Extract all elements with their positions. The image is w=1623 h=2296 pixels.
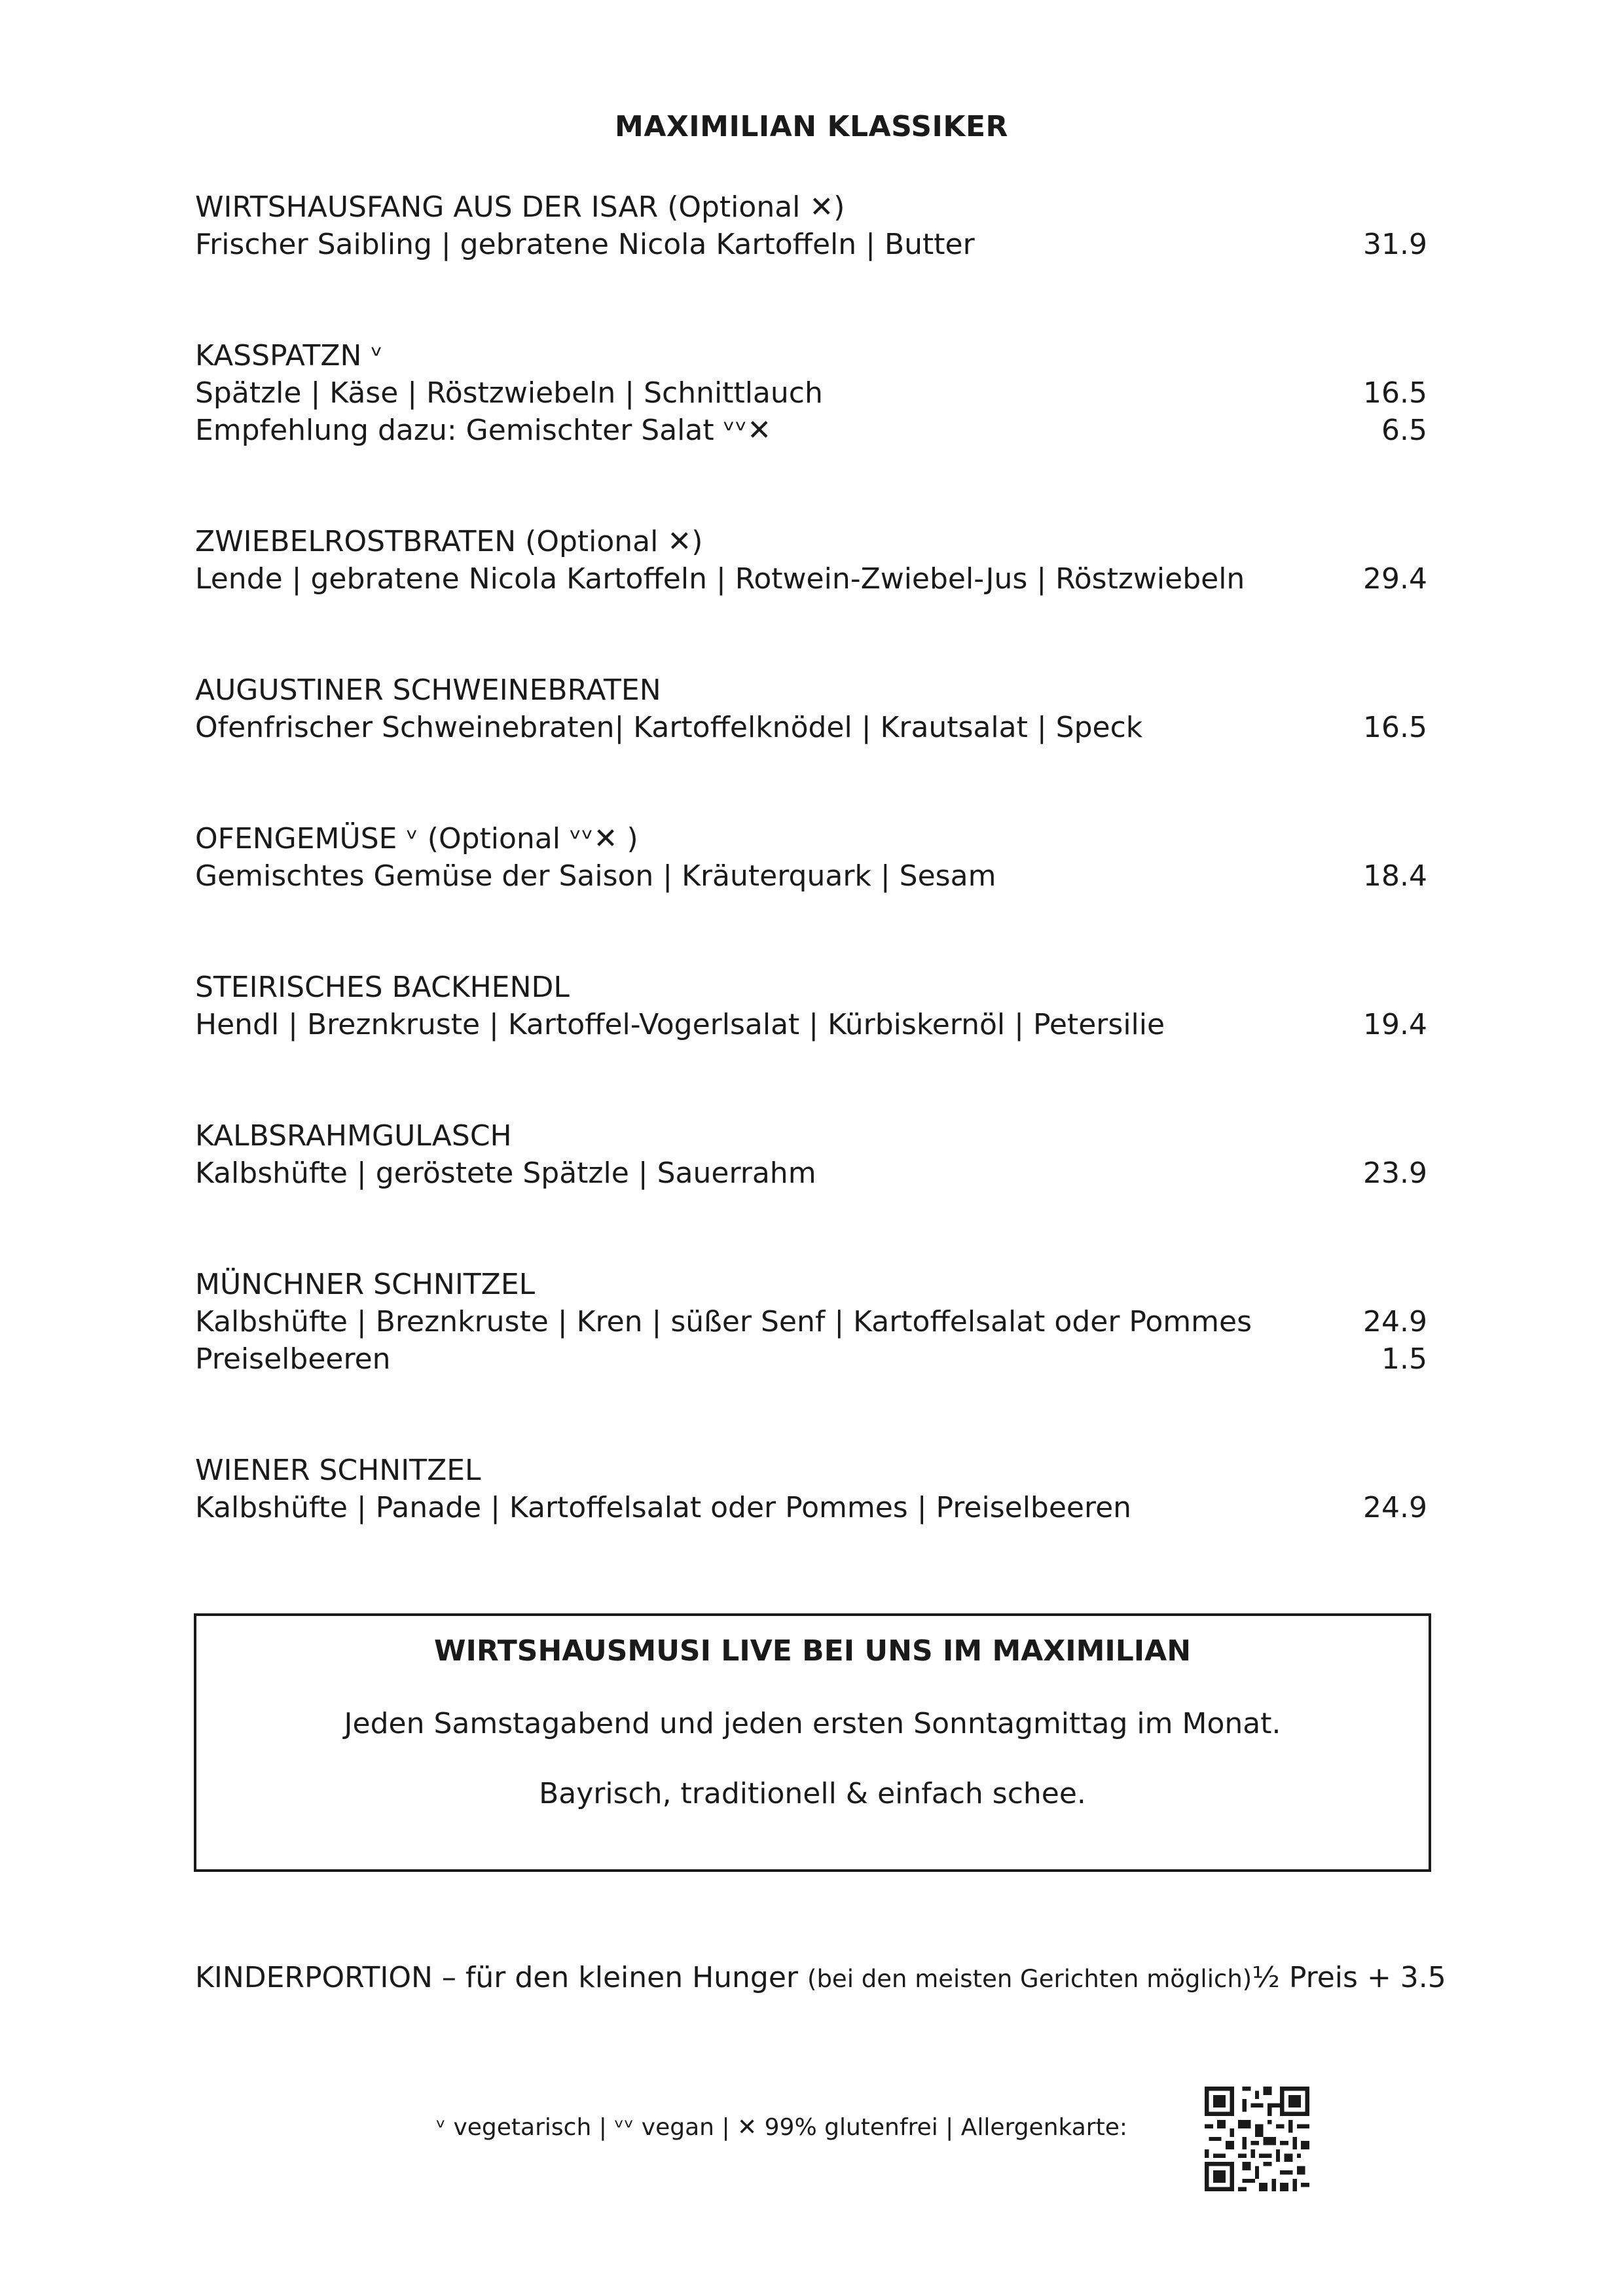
legend-separator: | xyxy=(721,2114,730,2141)
menu-item-description: Preiselbeeren xyxy=(195,1342,391,1376)
menu-item-row xyxy=(195,1303,1427,1340)
menu-item-row xyxy=(195,709,1427,746)
menu-item-row xyxy=(195,226,1427,263)
menu-item-title: KALBSRAHMGULASCH xyxy=(195,1119,512,1153)
gluten-free-icon: ✕ xyxy=(737,2114,757,2141)
kids-portion-label: KINDERPORTION – für den kleinen Hunger xyxy=(195,1961,799,1994)
menu-item-row xyxy=(195,1155,1427,1192)
live-music-tagline: Bayrisch, traditionell & einfach schee. xyxy=(539,1777,1086,1810)
menu-item-row xyxy=(195,1340,1427,1378)
menu-item-price: 29.4 xyxy=(1363,562,1427,596)
menu-item-description: Kalbshüfte | Breznkruste | Kren | süßer Senf | Kartoffelsalat oder Pommes xyxy=(195,1305,1252,1338)
menu-item-description: Kalbshüfte | Panade | Kartoffelsalat oder Pommes | Preiselbeeren xyxy=(195,1491,1132,1524)
menu-item-row xyxy=(195,412,1427,449)
menu-item-description: Hendl | Breznkruste | Kartoffel-Vogerlsalat | Kürbiskernöl | Petersilie xyxy=(195,1008,1165,1041)
menu-item-row xyxy=(195,1006,1427,1043)
menu-item xyxy=(195,188,1427,263)
menu-items xyxy=(195,188,1427,1526)
menu-item-title: STEIRISCHES BACKHENDL xyxy=(195,971,570,1004)
page-title: MAXIMILIAN KLASSIKER xyxy=(615,110,1008,143)
menu-item-description: Kalbshüfte | geröstete Spätzle | Sauerrahm xyxy=(195,1157,816,1190)
legend-gluten-free: 99% glutenfrei xyxy=(764,2114,938,2141)
menu-item-title: OFENGEMÜSE ᵛ (Optional ᵛᵛ✕ ) xyxy=(195,822,638,855)
menu-item-name xyxy=(195,820,1427,857)
menu-item-name xyxy=(195,969,1427,1006)
live-music-title: WIRTSHAUSMUSI LIVE BEI UNS IM MAXIMILIAN xyxy=(433,1634,1192,1668)
menu-item-name xyxy=(195,1452,1427,1489)
menu-item-name xyxy=(195,1266,1427,1303)
menu-item-price: 6.5 xyxy=(1381,414,1427,447)
menu-item-price: 23.9 xyxy=(1363,1157,1427,1190)
menu-item xyxy=(195,523,1427,598)
legend-vegetarian: vegetarisch xyxy=(453,2114,592,2141)
legend-separator: | xyxy=(945,2114,954,2141)
live-music-schedule: Jeden Samstagabend und jeden ersten Sonntagmittag im Monat. xyxy=(344,1707,1281,1740)
kids-portion-price: ½ Preis + 3.5 xyxy=(1252,1961,1446,1994)
kids-portion-text xyxy=(195,1961,1252,1994)
menu-item-price: 24.9 xyxy=(1363,1305,1427,1338)
menu-item-price: 31.9 xyxy=(1363,228,1427,261)
menu-item-description: Gemischtes Gemüse der Saison | Kräuterquark | Sesam xyxy=(195,859,996,893)
menu-item-title: AUGUSTINER SCHWEINEBRATEN xyxy=(195,673,661,707)
menu-item-row xyxy=(195,560,1427,598)
menu-item xyxy=(195,969,1427,1043)
menu-item-description: Frischer Saibling | gebratene Nicola Kartoffeln | Butter xyxy=(195,228,975,261)
menu-item-row xyxy=(195,857,1427,895)
menu-item-name xyxy=(195,188,1427,226)
menu-item xyxy=(195,1117,1427,1192)
menu-item-price: 16.5 xyxy=(1363,376,1427,410)
menu-item xyxy=(195,1452,1427,1526)
menu-item-title: KASSPATZN ᵛ xyxy=(195,339,383,372)
menu-item xyxy=(195,820,1427,895)
menu-item-description: Empfehlung dazu: Gemischter Salat ᵛᵛ✕ xyxy=(195,414,772,447)
menu-item-price: 19.4 xyxy=(1363,1008,1427,1041)
menu-item xyxy=(195,337,1427,449)
menu-item-description: Lende | gebratene Nicola Kartoffeln | Rotwein-Zwiebel-Jus | Röstzwiebeln xyxy=(195,562,1245,596)
qr-code-icon[interactable] xyxy=(1205,2087,1309,2191)
menu-item-title: WIENER SCHNITZEL xyxy=(195,1454,481,1487)
vegan-icon: ᵛᵛ xyxy=(614,2114,634,2141)
legend-vegan: vegan xyxy=(641,2114,714,2141)
menu-item-title: WIRTSHAUSFANG AUS DER ISAR (Optional ✕) xyxy=(195,190,845,224)
menu-item-price: 24.9 xyxy=(1363,1491,1427,1524)
live-music-box xyxy=(194,1613,1431,1872)
menu-item-price: 16.5 xyxy=(1363,711,1427,744)
vegetarian-icon: ᵛ xyxy=(436,2114,447,2141)
menu-item-price: 1.5 xyxy=(1381,1342,1427,1376)
menu-item-name xyxy=(195,1117,1427,1155)
menu-item xyxy=(195,1266,1427,1378)
menu-item-name xyxy=(195,523,1427,560)
menu-item-title: MÜNCHNER SCHNITZEL xyxy=(195,1268,536,1301)
menu-item-price: 18.4 xyxy=(1363,859,1427,893)
kids-portion xyxy=(195,1961,1446,1994)
legend-allergen: Allergenkarte: xyxy=(960,2114,1127,2141)
menu-item-name xyxy=(195,337,1427,374)
legend xyxy=(436,2114,1127,2141)
kids-portion-note: (bei den meisten Gerichten möglich) xyxy=(807,1965,1252,1993)
menu-item-description: Spätzle | Käse | Röstzwiebeln | Schnittlauch xyxy=(195,376,823,410)
menu-item-row xyxy=(195,1489,1427,1526)
menu-item-name xyxy=(195,672,1427,709)
menu-item-title: ZWIEBELROSTBRATEN (Optional ✕) xyxy=(195,525,703,558)
menu-item-description: Ofenfrischer Schweinebraten| Kartoffelknödel | Krautsalat | Speck xyxy=(195,711,1143,744)
legend-separator: | xyxy=(598,2114,607,2141)
menu-item xyxy=(195,672,1427,746)
menu-item-row xyxy=(195,374,1427,412)
